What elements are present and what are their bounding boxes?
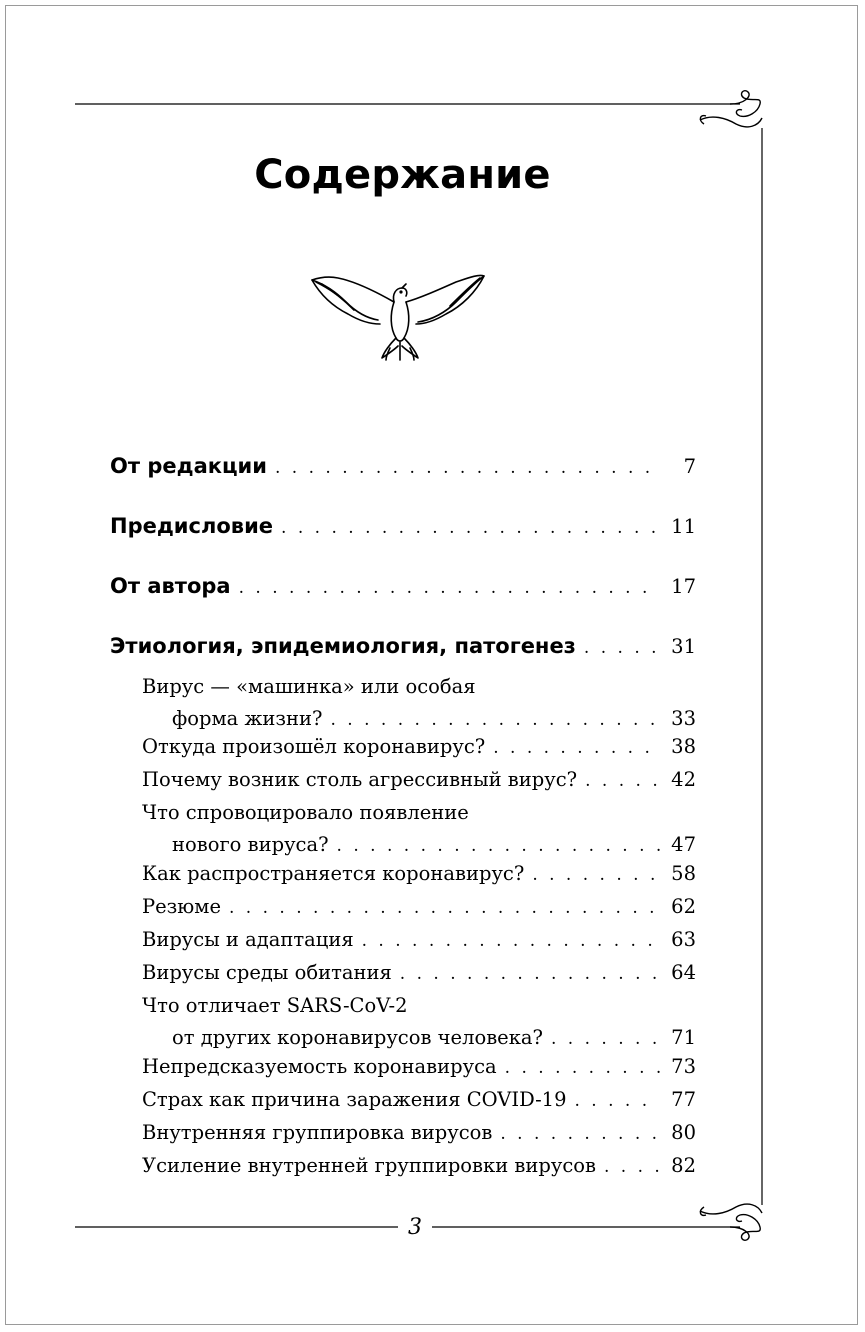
toc-subentry-title: Усиление внутренней группировки вирусов	[142, 1154, 596, 1177]
toc-subentry-internal-grouping[interactable]	[142, 1121, 696, 1144]
toc-subentry-title: Непредсказуемость коронавируса	[142, 1055, 497, 1078]
toc-entry-title: От редакции	[110, 454, 267, 478]
toc-entry-editorial[interactable]	[110, 454, 696, 478]
toc-subentry-virus-machine[interactable]	[142, 675, 696, 730]
curl-ornament-top-icon	[700, 91, 762, 127]
toc-subentry-summary[interactable]	[142, 895, 696, 918]
toc-entry-page: 7	[683, 455, 696, 478]
page-number: 3	[408, 1215, 422, 1240]
toc-subentry-page: 42	[671, 768, 696, 791]
toc-subentry-page: 63	[671, 928, 696, 951]
toc-subentry-page: 80	[671, 1121, 696, 1144]
toc-subentry-title: форма жизни?	[172, 707, 323, 730]
toc-entry-title: От автора	[110, 574, 231, 598]
dot-leader	[532, 865, 660, 885]
toc-subentry-page: 64	[671, 961, 696, 984]
toc-entry-page: 17	[671, 575, 696, 598]
toc-subentry-sars-cov-2[interactable]	[142, 994, 696, 1049]
toc-subentry-title: нового вируса?	[172, 833, 329, 856]
dot-leader	[362, 931, 660, 951]
toc-subentry-title: Резюме	[142, 895, 221, 918]
toc-subentry-habitat[interactable]	[142, 961, 696, 984]
dot-leader	[400, 964, 660, 984]
toc-subentry-page: 82	[671, 1154, 696, 1177]
toc-entry-from-author[interactable]	[110, 574, 696, 598]
dot-leader	[584, 638, 660, 658]
toc-subentry-title: Страх как причина заражения COVID-19	[142, 1088, 567, 1111]
dot-leader	[331, 710, 661, 730]
dot-leader	[229, 898, 660, 918]
toc-subentry-page: 33	[671, 707, 696, 730]
toc-subentry-page: 58	[671, 862, 696, 885]
toc-subentry-aggressive[interactable]	[142, 768, 696, 791]
toc-subentry-grouping-strengthening[interactable]	[142, 1154, 696, 1177]
dot-leader	[551, 1029, 660, 1049]
toc-subentry-page: 47	[671, 833, 696, 856]
dot-leader	[493, 738, 660, 758]
dot-leader	[500, 1124, 660, 1144]
toc-subentry-title: Внутренняя группировка вирусов	[142, 1121, 493, 1144]
toc-entry-page: 31	[671, 635, 696, 658]
toc-entry-title: Этиология, эпидемиология, патогенез	[110, 634, 576, 658]
toc-subentry-provoked[interactable]	[142, 801, 696, 856]
toc-subentry-spread[interactable]	[142, 862, 696, 885]
toc-subentry-page: 71	[671, 1026, 696, 1049]
toc-subentry-title: Как распространяется коронавирус?	[142, 862, 525, 885]
toc-subentry-adaptation[interactable]	[142, 928, 696, 951]
toc-subentry-title-line1: Вирус — «машинка» или особая	[142, 675, 476, 698]
toc-subentry-title: от других коронавирусов человека?	[172, 1026, 543, 1049]
page-title: Содержание	[254, 152, 551, 198]
dot-leader	[505, 1058, 660, 1078]
dot-leader	[585, 771, 660, 791]
dot-leader	[281, 518, 660, 538]
toc-entry-page: 11	[671, 515, 696, 538]
toc-subentry-page: 73	[671, 1055, 696, 1078]
dot-leader	[337, 836, 660, 856]
toc-subentry-fear[interactable]	[142, 1088, 696, 1111]
toc-subentry-title-line1: Что отличает SARS-CoV-2	[142, 994, 408, 1017]
dove-icon	[310, 272, 490, 362]
toc-subentry-page: 77	[671, 1088, 696, 1111]
toc-subentry-unpredictability[interactable]	[142, 1055, 696, 1078]
toc-subentry-title: Вирусы и адаптация	[142, 928, 354, 951]
toc-entry-etiology[interactable]	[110, 634, 696, 658]
dot-leader	[275, 458, 660, 478]
dot-leader	[575, 1091, 661, 1111]
toc-subentry-page: 62	[671, 895, 696, 918]
toc-subentry-title: Почему возник столь агрессивный вирус?	[142, 768, 578, 791]
toc-subentry-origin[interactable]	[142, 735, 696, 758]
toc-entry-title: Предисловие	[110, 514, 274, 538]
toc-entry-preface[interactable]	[110, 514, 696, 538]
toc-subentry-title-line1: Что спровоцировало появление	[142, 801, 469, 824]
toc-subentry-title: Вирусы среды обитания	[142, 961, 392, 984]
dot-leader	[604, 1157, 660, 1177]
toc-subentry-title: Откуда произошёл коронавирус?	[142, 735, 486, 758]
toc-subentry-page: 38	[671, 735, 696, 758]
dot-leader	[239, 578, 660, 598]
curl-ornament-bottom-icon	[700, 1204, 762, 1240]
